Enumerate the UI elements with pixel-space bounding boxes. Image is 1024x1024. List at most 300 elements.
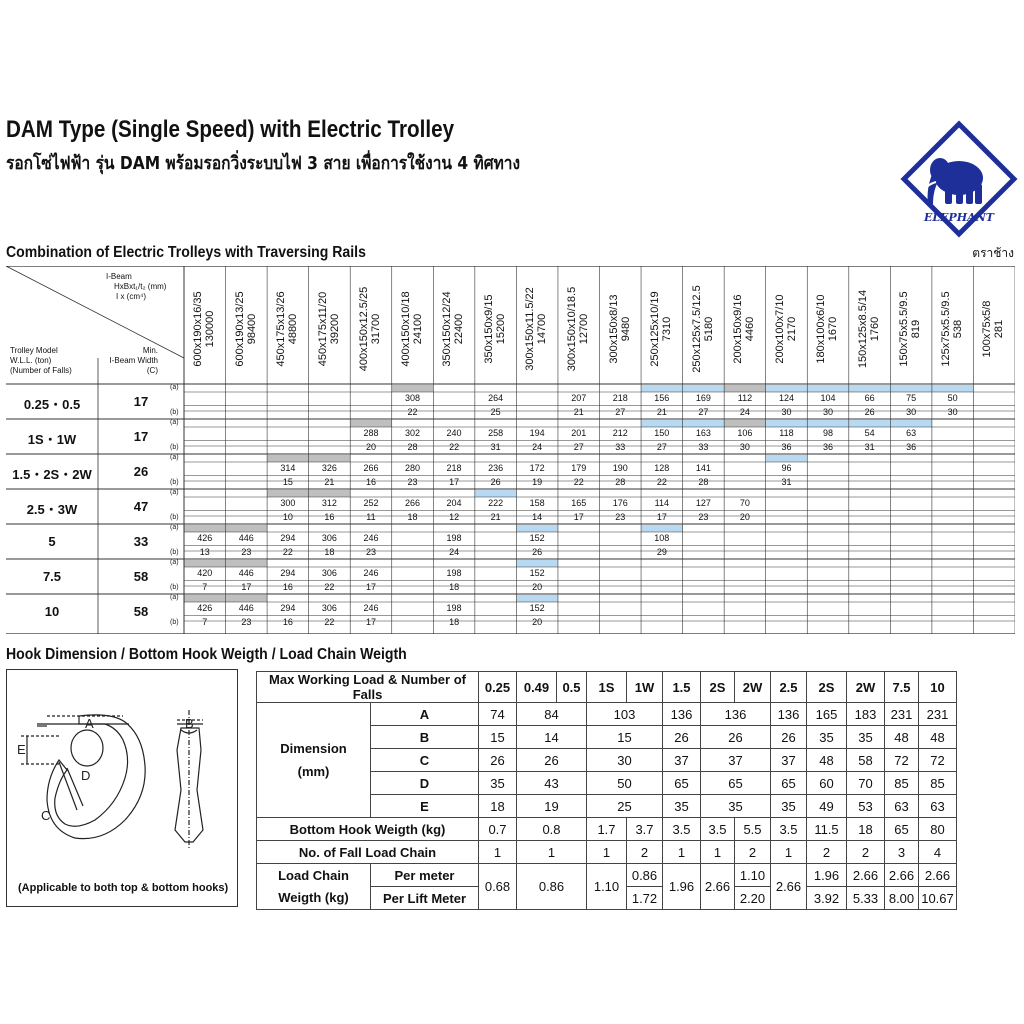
trolley-model: 2.5・3W bbox=[26, 502, 78, 517]
rail-value-a: 63 bbox=[906, 428, 917, 438]
rail-shade bbox=[724, 385, 766, 392]
rail-value-b: 31 bbox=[781, 476, 792, 487]
falls-value: 1 bbox=[517, 841, 587, 864]
rail-value-a: 264 bbox=[488, 393, 504, 403]
col-header: 2.5 bbox=[771, 672, 807, 703]
min-beam-width: 17 bbox=[133, 429, 149, 444]
rail-value-b: 22 bbox=[656, 476, 667, 487]
bottom-hook-row bbox=[257, 818, 957, 841]
bottom-hook-value: 65 bbox=[885, 818, 919, 841]
rail-shade bbox=[184, 525, 226, 532]
dim-value: 48 bbox=[885, 726, 919, 749]
trolley-model: 1.5・2S・2W bbox=[12, 467, 92, 482]
rail-shade bbox=[267, 490, 309, 497]
rail-value-b: 17 bbox=[656, 511, 667, 522]
ibeam-header: I-Beam bbox=[106, 272, 132, 281]
col-header: 0.5 bbox=[557, 672, 587, 703]
rail-shade bbox=[309, 455, 351, 462]
rail-shade bbox=[226, 525, 268, 532]
ibeam-ix-header: I x (cm⁴) bbox=[116, 292, 147, 301]
min-beam-width: 58 bbox=[133, 604, 149, 619]
rail-value-b: 33 bbox=[615, 441, 626, 452]
rail-value-b: 23 bbox=[698, 511, 709, 522]
hook-diagram-caption: (Applicable to both top & bottom hooks) bbox=[18, 882, 229, 894]
bottom-hook-value: 11.5 bbox=[807, 818, 847, 841]
rail-value-b: 21 bbox=[656, 406, 667, 417]
rail-shade bbox=[184, 560, 226, 567]
row-a-label: (a) bbox=[170, 594, 179, 601]
rail-value-a: 207 bbox=[571, 393, 587, 403]
rail-value-b: 7 bbox=[202, 616, 208, 627]
bottom-hook-value: 0.8 bbox=[517, 818, 587, 841]
rail-value-a: 104 bbox=[820, 393, 836, 403]
dim-value: 50 bbox=[587, 772, 663, 795]
rail-value-a: 198 bbox=[446, 603, 462, 613]
rail-size-label: 150x75x5.5/9.5 819 bbox=[898, 291, 923, 367]
rail-value-a: 179 bbox=[571, 463, 587, 473]
row-b-label: (b) bbox=[170, 479, 179, 486]
dim-key: C bbox=[371, 749, 479, 772]
rail-value-a: 141 bbox=[695, 463, 711, 473]
min-beam-width: 26 bbox=[133, 464, 149, 479]
logo-text: ELEPHANT bbox=[924, 211, 994, 224]
row-a-label: (a) bbox=[170, 454, 179, 461]
rail-value-b: 22 bbox=[282, 546, 293, 557]
chain-value: 0.86 bbox=[517, 864, 587, 910]
rail-value-a: 446 bbox=[238, 603, 254, 613]
rail-value-a: 420 bbox=[197, 568, 213, 578]
label-b: B bbox=[185, 716, 194, 731]
dim-value: 43 bbox=[517, 772, 587, 795]
rail-value-a: 236 bbox=[488, 463, 504, 473]
row-a-label: (a) bbox=[170, 384, 179, 391]
col-header: 7.5 bbox=[885, 672, 919, 703]
falls-value: 2 bbox=[735, 841, 771, 864]
rail-value-b: 17 bbox=[241, 581, 252, 592]
rail-value-b: 30 bbox=[739, 441, 750, 452]
rail-size-label: 450x175x11/20 39200 bbox=[316, 291, 341, 367]
rail-value-a: 194 bbox=[529, 428, 545, 438]
rail-value-b: 30 bbox=[906, 406, 917, 417]
dim-key: D bbox=[371, 772, 479, 795]
dim-value: 58 bbox=[847, 749, 885, 772]
dim-value: 231 bbox=[919, 703, 957, 726]
rail-value-b: 21 bbox=[490, 511, 501, 522]
rail-value-b: 26 bbox=[864, 406, 875, 417]
dim-value: 35 bbox=[479, 772, 517, 795]
row-a-label: (a) bbox=[170, 524, 179, 531]
row-b-label: (b) bbox=[170, 584, 179, 591]
min-beam-width: 33 bbox=[133, 534, 149, 549]
rail-value-a: 198 bbox=[446, 568, 462, 578]
chain-value: 1.72 bbox=[627, 887, 663, 910]
dim-value: 60 bbox=[807, 772, 847, 795]
header-label: Max Working Load & Number of Falls bbox=[257, 672, 479, 703]
rail-value-a: 212 bbox=[612, 428, 628, 438]
dim-value: 37 bbox=[663, 749, 701, 772]
rail-value-a: 152 bbox=[529, 603, 545, 613]
row-a-label: (a) bbox=[170, 419, 179, 426]
rail-value-b: 30 bbox=[823, 406, 834, 417]
rail-value-a: 112 bbox=[737, 393, 753, 403]
rail-value-b: 31 bbox=[864, 441, 875, 452]
dim-value: 18 bbox=[479, 795, 517, 818]
dim-value: 15 bbox=[587, 726, 663, 749]
dim-value: 231 bbox=[885, 703, 919, 726]
rail-value-a: 50 bbox=[947, 393, 958, 403]
rail-value-b: 27 bbox=[615, 406, 626, 417]
rail-shade bbox=[516, 560, 558, 567]
hook-diagram bbox=[6, 669, 238, 907]
dim-value: 85 bbox=[885, 772, 919, 795]
bottom-hook-value: 1.7 bbox=[587, 818, 627, 841]
min-beam-width: 47 bbox=[133, 499, 149, 514]
rail-shade bbox=[849, 420, 891, 427]
rail-value-a: 326 bbox=[321, 463, 337, 473]
dim-value: 26 bbox=[479, 749, 517, 772]
rail-value-a: 54 bbox=[864, 428, 875, 438]
falls-row bbox=[257, 841, 957, 864]
rail-value-b: 27 bbox=[573, 441, 584, 452]
rail-shade bbox=[807, 420, 849, 427]
row-b-label: (b) bbox=[170, 514, 179, 521]
rail-size-label: 400x150x10/18 24100 bbox=[399, 291, 424, 367]
rail-size-label: 300x150x10/18.5 12700 bbox=[565, 286, 590, 372]
label-c: C bbox=[41, 808, 51, 823]
rail-value-b: 22 bbox=[573, 476, 584, 487]
falls-value: 1 bbox=[701, 841, 735, 864]
rail-value-b: 10 bbox=[282, 511, 293, 522]
rail-value-b: 17 bbox=[365, 581, 376, 592]
rail-value-a: 150 bbox=[654, 428, 670, 438]
rail-value-b: 18 bbox=[449, 616, 460, 627]
dim-value: 136 bbox=[663, 703, 701, 726]
falls-value: 2 bbox=[847, 841, 885, 864]
bottom-hook-value: 3.5 bbox=[771, 818, 807, 841]
trolley-model: 0.25・0.5 bbox=[23, 397, 81, 412]
elephant-logo bbox=[898, 118, 1020, 240]
col-header: 1W bbox=[627, 672, 663, 703]
chain-value: 2.66 bbox=[919, 864, 957, 887]
dim-value: 136 bbox=[701, 703, 771, 726]
rail-value-b: 20 bbox=[532, 616, 543, 627]
rail-value-a: 106 bbox=[737, 428, 753, 438]
falls-value: 4 bbox=[919, 841, 957, 864]
row-a-label: (a) bbox=[170, 559, 179, 566]
rail-value-b: 14 bbox=[532, 511, 543, 522]
rail-value-b: 26 bbox=[490, 476, 501, 487]
rail-shade bbox=[226, 595, 268, 602]
rail-value-a: 446 bbox=[238, 568, 254, 578]
chain-label-line1: Load Chain bbox=[278, 867, 349, 883]
page-subtitle: รอกโซ่ไฟฟ้า รุ่น DAM พร้อมรอกวิ่งระบบไฟ 3 สาย เพื่อการใช้งาน 4 ทิศทาง bbox=[6, 153, 521, 174]
chain-label bbox=[257, 864, 371, 910]
rail-shade bbox=[350, 420, 392, 427]
chain-value: 1.96 bbox=[807, 864, 847, 887]
dimension-unit-text: (mm) bbox=[297, 764, 330, 779]
rail-size-label: 200x100x7/10 2170 bbox=[773, 294, 798, 364]
rail-shade bbox=[516, 525, 558, 532]
rail-shade bbox=[475, 490, 517, 497]
falls-value: 2 bbox=[627, 841, 663, 864]
rail-value-a: 66 bbox=[864, 393, 875, 403]
rail-value-b: 30 bbox=[947, 406, 958, 417]
col-header: 10 bbox=[919, 672, 957, 703]
col-header: 2S bbox=[701, 672, 735, 703]
rail-value-b: 15 bbox=[282, 476, 293, 487]
falls-label: No. of Fall Load Chain bbox=[257, 841, 479, 864]
rail-value-b: 22 bbox=[449, 441, 460, 452]
dim-value: 63 bbox=[885, 795, 919, 818]
hook-drawing bbox=[7, 670, 239, 908]
rail-shade bbox=[309, 490, 351, 497]
rail-value-a: 108 bbox=[654, 533, 670, 543]
rail-value-a: 446 bbox=[238, 533, 254, 543]
rail-value-b: 19 bbox=[532, 476, 543, 487]
rail-value-b: 17 bbox=[365, 616, 376, 627]
rail-value-a: 306 bbox=[321, 603, 337, 613]
rail-value-b: 21 bbox=[573, 406, 584, 417]
rail-size-label: 250x125x10/19 7310 bbox=[649, 291, 674, 367]
hook-dimension-table bbox=[256, 671, 957, 910]
dim-value: 26 bbox=[663, 726, 701, 749]
chain-value: 5.33 bbox=[847, 887, 885, 910]
rail-value-a: 190 bbox=[612, 463, 628, 473]
rail-shade bbox=[890, 420, 932, 427]
rail-shade bbox=[641, 385, 683, 392]
rail-value-a: 240 bbox=[446, 428, 462, 438]
model-header: (Number of Falls) bbox=[10, 366, 72, 375]
chain-value: 2.66 bbox=[885, 864, 919, 887]
chain-row-per-meter bbox=[257, 864, 957, 887]
dimension-label-text: Dimension bbox=[280, 741, 347, 756]
chain-value: 1.10 bbox=[587, 864, 627, 910]
rail-value-a: 198 bbox=[446, 533, 462, 543]
rail-value-b: 24 bbox=[739, 406, 750, 417]
elephant-icon bbox=[898, 118, 1020, 240]
rail-value-b: 16 bbox=[324, 511, 335, 522]
dim-value: 74 bbox=[479, 703, 517, 726]
bottom-hook-value: 0.7 bbox=[479, 818, 517, 841]
rail-shade bbox=[641, 525, 683, 532]
width-header: I-Beam Width bbox=[109, 356, 158, 365]
rail-value-a: 246 bbox=[363, 533, 379, 543]
ibeam-dim-header: HxBxt₁/t₂ (mm) bbox=[114, 282, 167, 291]
bottom-hook-label: Bottom Hook Weigth (kg) bbox=[257, 818, 479, 841]
rail-value-a: 118 bbox=[779, 428, 794, 438]
trolley-model: 10 bbox=[44, 604, 60, 619]
rail-value-a: 294 bbox=[280, 603, 296, 613]
rail-value-b: 36 bbox=[906, 441, 917, 452]
col-header: 2W bbox=[735, 672, 771, 703]
rail-value-b: 36 bbox=[823, 441, 834, 452]
rail-value-a: 426 bbox=[197, 533, 213, 543]
rail-value-a: 218 bbox=[446, 463, 462, 473]
rail-shade bbox=[849, 385, 891, 392]
label-a: A bbox=[85, 716, 94, 731]
falls-value: 1 bbox=[663, 841, 701, 864]
dim-value: 48 bbox=[807, 749, 847, 772]
rail-size-label: 350x150x12/24 22400 bbox=[441, 291, 466, 367]
dim-value: 14 bbox=[517, 726, 587, 749]
dim-value: 19 bbox=[517, 795, 587, 818]
dim-value: 35 bbox=[701, 795, 771, 818]
rail-value-a: 314 bbox=[280, 463, 296, 473]
dimension-label bbox=[257, 703, 371, 818]
rail-shade bbox=[766, 385, 808, 392]
rail-shade bbox=[890, 385, 932, 392]
rail-value-b: 20 bbox=[365, 441, 376, 452]
rail-value-b: 28 bbox=[615, 476, 626, 487]
rail-value-a: 96 bbox=[781, 463, 792, 473]
rail-value-a: 294 bbox=[280, 533, 296, 543]
rail-value-a: 218 bbox=[612, 393, 628, 403]
chain-value: 2.66 bbox=[847, 864, 885, 887]
dim-value: 26 bbox=[771, 726, 807, 749]
chain-value: 0.68 bbox=[479, 864, 517, 910]
dim-value: 70 bbox=[847, 772, 885, 795]
width-header: (C) bbox=[146, 366, 158, 375]
width-header: Min. bbox=[142, 346, 158, 355]
dim-value: 65 bbox=[771, 772, 807, 795]
rail-shade bbox=[807, 385, 849, 392]
per-lift-label: Per Lift Meter bbox=[371, 887, 479, 910]
col-header: 0.49 bbox=[517, 672, 557, 703]
rail-value-a: 426 bbox=[197, 603, 213, 613]
dim-value: 37 bbox=[701, 749, 771, 772]
dim-value: 72 bbox=[919, 749, 957, 772]
rail-size-label: 250x125x7.5/12.5 5180 bbox=[690, 285, 715, 373]
rail-value-a: 222 bbox=[488, 498, 504, 508]
dim-value: 25 bbox=[587, 795, 663, 818]
rail-value-b: 18 bbox=[449, 581, 460, 592]
rail-shade bbox=[392, 385, 434, 392]
rail-value-a: 204 bbox=[446, 498, 462, 508]
rail-size-label: 600x190x13/25 98400 bbox=[233, 291, 258, 367]
falls-value: 1 bbox=[587, 841, 627, 864]
rail-value-b: 33 bbox=[698, 441, 709, 452]
dim-value: 63 bbox=[919, 795, 957, 818]
rail-value-b: 22 bbox=[407, 406, 418, 417]
rail-shade bbox=[932, 385, 974, 392]
rail-size-label: 400x150x12.5/25 31700 bbox=[358, 286, 383, 372]
rail-value-b: 20 bbox=[739, 511, 750, 522]
rail-shade bbox=[766, 420, 808, 427]
col-header: 0.25 bbox=[479, 672, 517, 703]
row-b-label: (b) bbox=[170, 549, 179, 556]
chain-value: 2.66 bbox=[771, 864, 807, 910]
rail-value-a: 152 bbox=[529, 568, 545, 578]
trolley-combination-table bbox=[6, 266, 1015, 634]
rail-value-b: 27 bbox=[698, 406, 709, 417]
dim-value: 26 bbox=[701, 726, 771, 749]
rail-size-label: 350x150x9/15 15200 bbox=[482, 294, 507, 364]
bottom-hook-value: 3.5 bbox=[701, 818, 735, 841]
dim-row-a bbox=[257, 703, 957, 726]
rail-value-b: 22 bbox=[324, 581, 335, 592]
rail-value-a: 152 bbox=[529, 533, 545, 543]
rail-value-a: 306 bbox=[321, 533, 337, 543]
rail-value-b: 20 bbox=[532, 581, 543, 592]
rail-shade bbox=[766, 455, 808, 462]
rail-value-b: 27 bbox=[656, 441, 667, 452]
col-header: 1.5 bbox=[663, 672, 701, 703]
falls-value: 1 bbox=[479, 841, 517, 864]
dim-value: 49 bbox=[807, 795, 847, 818]
rail-value-b: 13 bbox=[199, 546, 210, 557]
falls-value: 2 bbox=[807, 841, 847, 864]
chain-value: 2.66 bbox=[701, 864, 735, 910]
trolley-model: 5 bbox=[48, 534, 56, 549]
rail-size-label: 300x150x11.5/22 14700 bbox=[524, 287, 549, 371]
rail-size-label: 180x100x6/10 1670 bbox=[815, 294, 840, 364]
chain-value: 1.10 bbox=[735, 864, 771, 887]
rail-size-label: 150x125x8.5/14 1760 bbox=[856, 289, 881, 369]
rail-value-a: 70 bbox=[739, 498, 750, 508]
row-b-label: (b) bbox=[170, 444, 179, 451]
rail-value-b: 28 bbox=[407, 441, 418, 452]
rail-value-b: 22 bbox=[324, 616, 335, 627]
col-header: 2S bbox=[807, 672, 847, 703]
dim-value: 35 bbox=[771, 795, 807, 818]
dim-value: 30 bbox=[587, 749, 663, 772]
col-header: 2W bbox=[847, 672, 885, 703]
rail-value-b: 26 bbox=[532, 546, 543, 557]
dim-key: E bbox=[371, 795, 479, 818]
rail-value-a: 163 bbox=[695, 428, 711, 438]
rail-size-label: 300x150x8/13 9480 bbox=[607, 294, 632, 364]
rail-value-a: 98 bbox=[823, 428, 834, 438]
rail-value-a: 300 bbox=[280, 498, 296, 508]
rail-value-b: 31 bbox=[490, 441, 501, 452]
bottom-hook-value: 3.7 bbox=[627, 818, 663, 841]
label-e: E bbox=[17, 742, 26, 757]
rail-size-label: 600x190x16/35 130000 bbox=[192, 291, 216, 367]
rail-value-b: 23 bbox=[241, 616, 252, 627]
hook-section-title: Hook Dimension / Bottom Hook Weigth / Load Chain Weigth bbox=[6, 646, 407, 663]
dim-value: 35 bbox=[847, 726, 885, 749]
rail-value-a: 158 bbox=[529, 498, 545, 508]
dim-value: 65 bbox=[701, 772, 771, 795]
rail-value-b: 30 bbox=[781, 406, 792, 417]
rail-value-a: 176 bbox=[612, 498, 628, 508]
chain-value: 2.20 bbox=[735, 887, 771, 910]
rail-value-a: 172 bbox=[529, 463, 545, 473]
row-b-label: (b) bbox=[170, 619, 179, 626]
rail-value-b: 36 bbox=[781, 441, 792, 452]
rail-value-b: 29 bbox=[656, 546, 667, 557]
chain-value: 0.86 bbox=[627, 864, 663, 887]
min-beam-width: 58 bbox=[133, 569, 149, 584]
rail-value-a: 114 bbox=[654, 498, 669, 508]
rail-value-b: 28 bbox=[698, 476, 709, 487]
dim-value: 37 bbox=[771, 749, 807, 772]
model-header: W.L.L. (ton) bbox=[10, 356, 52, 365]
per-meter-label: Per meter bbox=[371, 864, 479, 887]
rail-value-a: 124 bbox=[778, 393, 794, 403]
rail-value-b: 11 bbox=[366, 511, 376, 522]
rail-value-a: 280 bbox=[405, 463, 421, 473]
header-diagonal bbox=[6, 266, 184, 358]
row-a-label: (a) bbox=[170, 489, 179, 496]
dim-value: 84 bbox=[517, 703, 587, 726]
chain-value: 3.92 bbox=[807, 887, 847, 910]
rail-shade bbox=[516, 595, 558, 602]
rail-value-b: 23 bbox=[241, 546, 252, 557]
falls-value: 1 bbox=[771, 841, 807, 864]
dim-key: A bbox=[371, 703, 479, 726]
dim-value: 136 bbox=[771, 703, 807, 726]
